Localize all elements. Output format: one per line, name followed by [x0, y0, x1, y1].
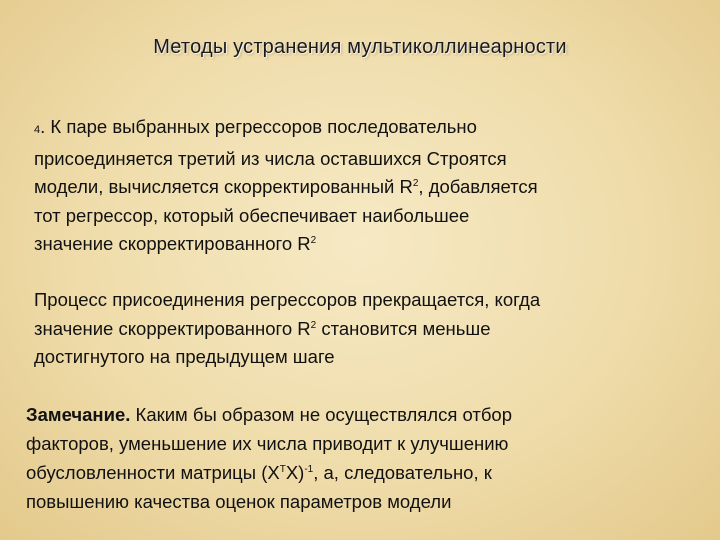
paragraph-text: Каким бы образом не осуществлялся отбор — [130, 404, 513, 425]
paragraph-step-4-line-1 — [34, 113, 694, 145]
paragraph-stop-condition — [34, 286, 694, 372]
paragraph-text: становится меньше — [316, 317, 491, 339]
superscript: 2 — [310, 319, 317, 331]
paragraph-step-4-line-4: тот регрессор, который обеспечивает наибольшее — [34, 204, 470, 226]
paragraph-stop-line-2 — [34, 315, 694, 344]
paragraph-remark — [26, 400, 696, 516]
paragraph-text: , а, следовательно, к — [313, 462, 492, 483]
superscript: -1 — [304, 464, 314, 475]
step-number: 4 — [34, 124, 41, 136]
paragraph-text: , добавляется — [418, 176, 538, 197]
superscript: 2 — [412, 178, 419, 189]
paragraph-remark-line-3 — [26, 458, 696, 487]
paragraph-step-4-line-2: присоединяется третий из числа оставшихся Строятся — [34, 147, 507, 169]
paragraph-step-4-line-3 — [34, 173, 694, 202]
paragraph-text: значение скорректированного R — [34, 317, 311, 339]
paragraph-step-4 — [34, 113, 694, 259]
paragraph-text: модели, вычисляется скорректированный R — [34, 176, 413, 197]
paragraph-remark-line-2: факторов, уменьшение их числа приводит к улучшению — [26, 433, 509, 454]
superscript: T — [279, 464, 286, 475]
paragraph-text: X) — [285, 462, 305, 483]
paragraph-step-4-line-5 — [34, 230, 694, 259]
paragraph-stop-line-1: Процесс присоединения регрессоров прекращается, когда — [34, 289, 541, 310]
paragraph-text: . К паре выбранных регрессоров последовательно — [40, 116, 477, 137]
paragraph-remark-line-1 — [26, 400, 696, 429]
superscript: 2 — [310, 235, 317, 246]
paragraph-stop-line-3: достигнутого на предыдущем шаге — [34, 346, 335, 367]
paragraph-text: значение скорректированного R — [34, 233, 311, 254]
paragraph-text: обусловленности матрицы (X — [26, 462, 280, 483]
slide-title: Методы устранения мультиколлинеарности — [153, 36, 567, 58]
paragraph-remark-line-4: повышению качества оценок параметров модели — [26, 491, 452, 512]
remark-label: Замечание. — [26, 404, 131, 425]
